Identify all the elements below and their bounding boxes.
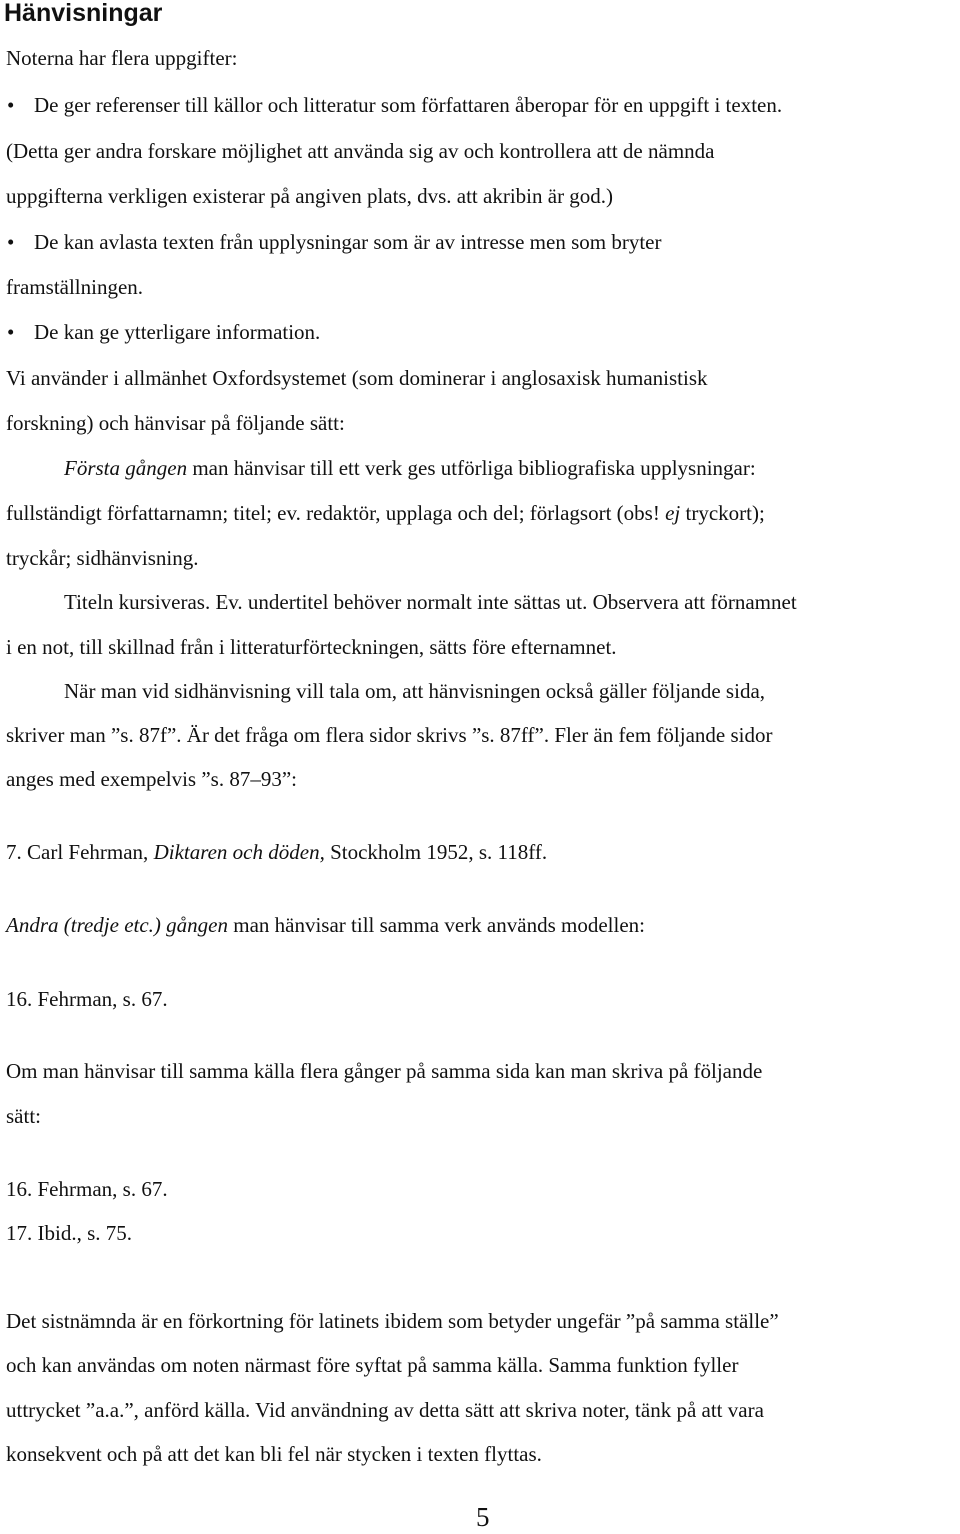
paragraph-2-text: fullständigt författarnamn; titel; ev. redaktör, upplaga och del; förlagsort (obs! <box>6 501 666 525</box>
paragraph-2-text: tryckort); <box>680 501 765 525</box>
paragraph-2-text: man hänvisar till ett verk ges utförliga bibliografiska upplysningar: <box>187 456 756 480</box>
paragraph-4-line-1: När man vid sidhänvisning vill tala om, att hänvisningen också gäller följande sida, <box>64 679 766 703</box>
book-title: Diktaren och döden, <box>153 840 325 864</box>
emphasis-text: Första gången <box>64 456 188 480</box>
bullet-3-line-1: De kan ge ytterligare information. <box>34 320 321 344</box>
paragraph-2-line-1 <box>64 454 756 482</box>
example-footnote-2: 16. Fehrman, s. 67. <box>6 987 168 1011</box>
paragraph-7-line-2: och kan användas om noten närmast före syftat på samma källa. Samma funktion fyller <box>6 1353 739 1377</box>
intro-text: Noterna har flera uppgifter: <box>6 46 238 70</box>
bullet-2-line-1: De kan avlasta texten från upplysningar som är av intresse men som bryter <box>34 230 662 254</box>
paragraph-1-line-2: forskning) och hänvisar på följande sätt: <box>6 411 345 435</box>
bullet-1-line-2: (Detta ger andra forskare möjlighet att använda sig av och kontrollera att de nämnda <box>6 139 715 163</box>
bullet-dot: • <box>7 320 15 344</box>
paragraph-5 <box>6 911 645 939</box>
bullet-1-line-1: De ger referenser till källor och litteratur som författaren åberopar för en uppgift i texten. <box>34 93 783 117</box>
emphasis-text: Andra (tredje etc.) gången <box>6 913 228 937</box>
emphasis-text: ej <box>665 501 681 525</box>
paragraph-6-line-2: sätt: <box>6 1104 41 1128</box>
bullet-1-line-3: uppgifterna verkligen existerar på angiven plats, dvs. att akribin är god.) <box>6 184 614 208</box>
example-text: Stockholm 1952, s. 118ff. <box>324 840 548 864</box>
paragraph-2-line-3: tryckår; sidhänvisning. <box>6 546 199 570</box>
paragraph-3-line-1: Titeln kursiveras. Ev. undertitel behöver normalt inte sättas ut. Observera att förnamnet <box>64 590 797 614</box>
paragraph-7-line-3: uttrycket ”a.a.”, anförd källa. Vid användning av detta sätt att skriva noter, tänk på att vara <box>6 1398 764 1422</box>
example-footnote-4: 17. Ibid., s. 75. <box>6 1221 132 1245</box>
paragraph-1-line-1: Vi använder i allmänhet Oxfordsystemet (som dominerar i anglosaxisk humanistisk <box>6 366 708 390</box>
bullet-2-line-2: framställningen. <box>6 275 144 299</box>
paragraph-7-line-1: Det sistnämnda är en förkortning för latinets ibidem som betyder ungefär ”på samma ställe” <box>6 1309 779 1333</box>
page-heading: Hänvisningar <box>4 0 163 27</box>
paragraph-4-line-2: skriver man ”s. 87f”. Är det fråga om flera sidor skrivs ”s. 87ff”. Fler än fem följande sidor <box>6 723 773 747</box>
bullet-dot: • <box>7 230 15 254</box>
example-text: 7. Carl Fehrman, <box>6 840 154 864</box>
example-footnote-3: 16. Fehrman, s. 67. <box>6 1177 168 1201</box>
paragraph-7-line-4: konsekvent och på att det kan bli fel när stycken i texten flyttas. <box>6 1442 542 1466</box>
paragraph-3-line-2: i en not, till skillnad från i litteraturförteckningen, sätts före efternamnet. <box>6 635 617 659</box>
example-footnote-1 <box>6 838 547 866</box>
paragraph-4-line-3: anges med exempelvis ”s. 87–93”: <box>6 767 298 791</box>
paragraph-2-line-2 <box>6 499 765 527</box>
paragraph-5-text: man hänvisar till samma verk används modellen: <box>228 913 645 937</box>
paragraph-6-line-1: Om man hänvisar till samma källa flera gånger på samma sida kan man skriva på följande <box>6 1059 763 1083</box>
page-number: 5 <box>476 1502 490 1532</box>
bullet-dot: • <box>7 93 15 117</box>
